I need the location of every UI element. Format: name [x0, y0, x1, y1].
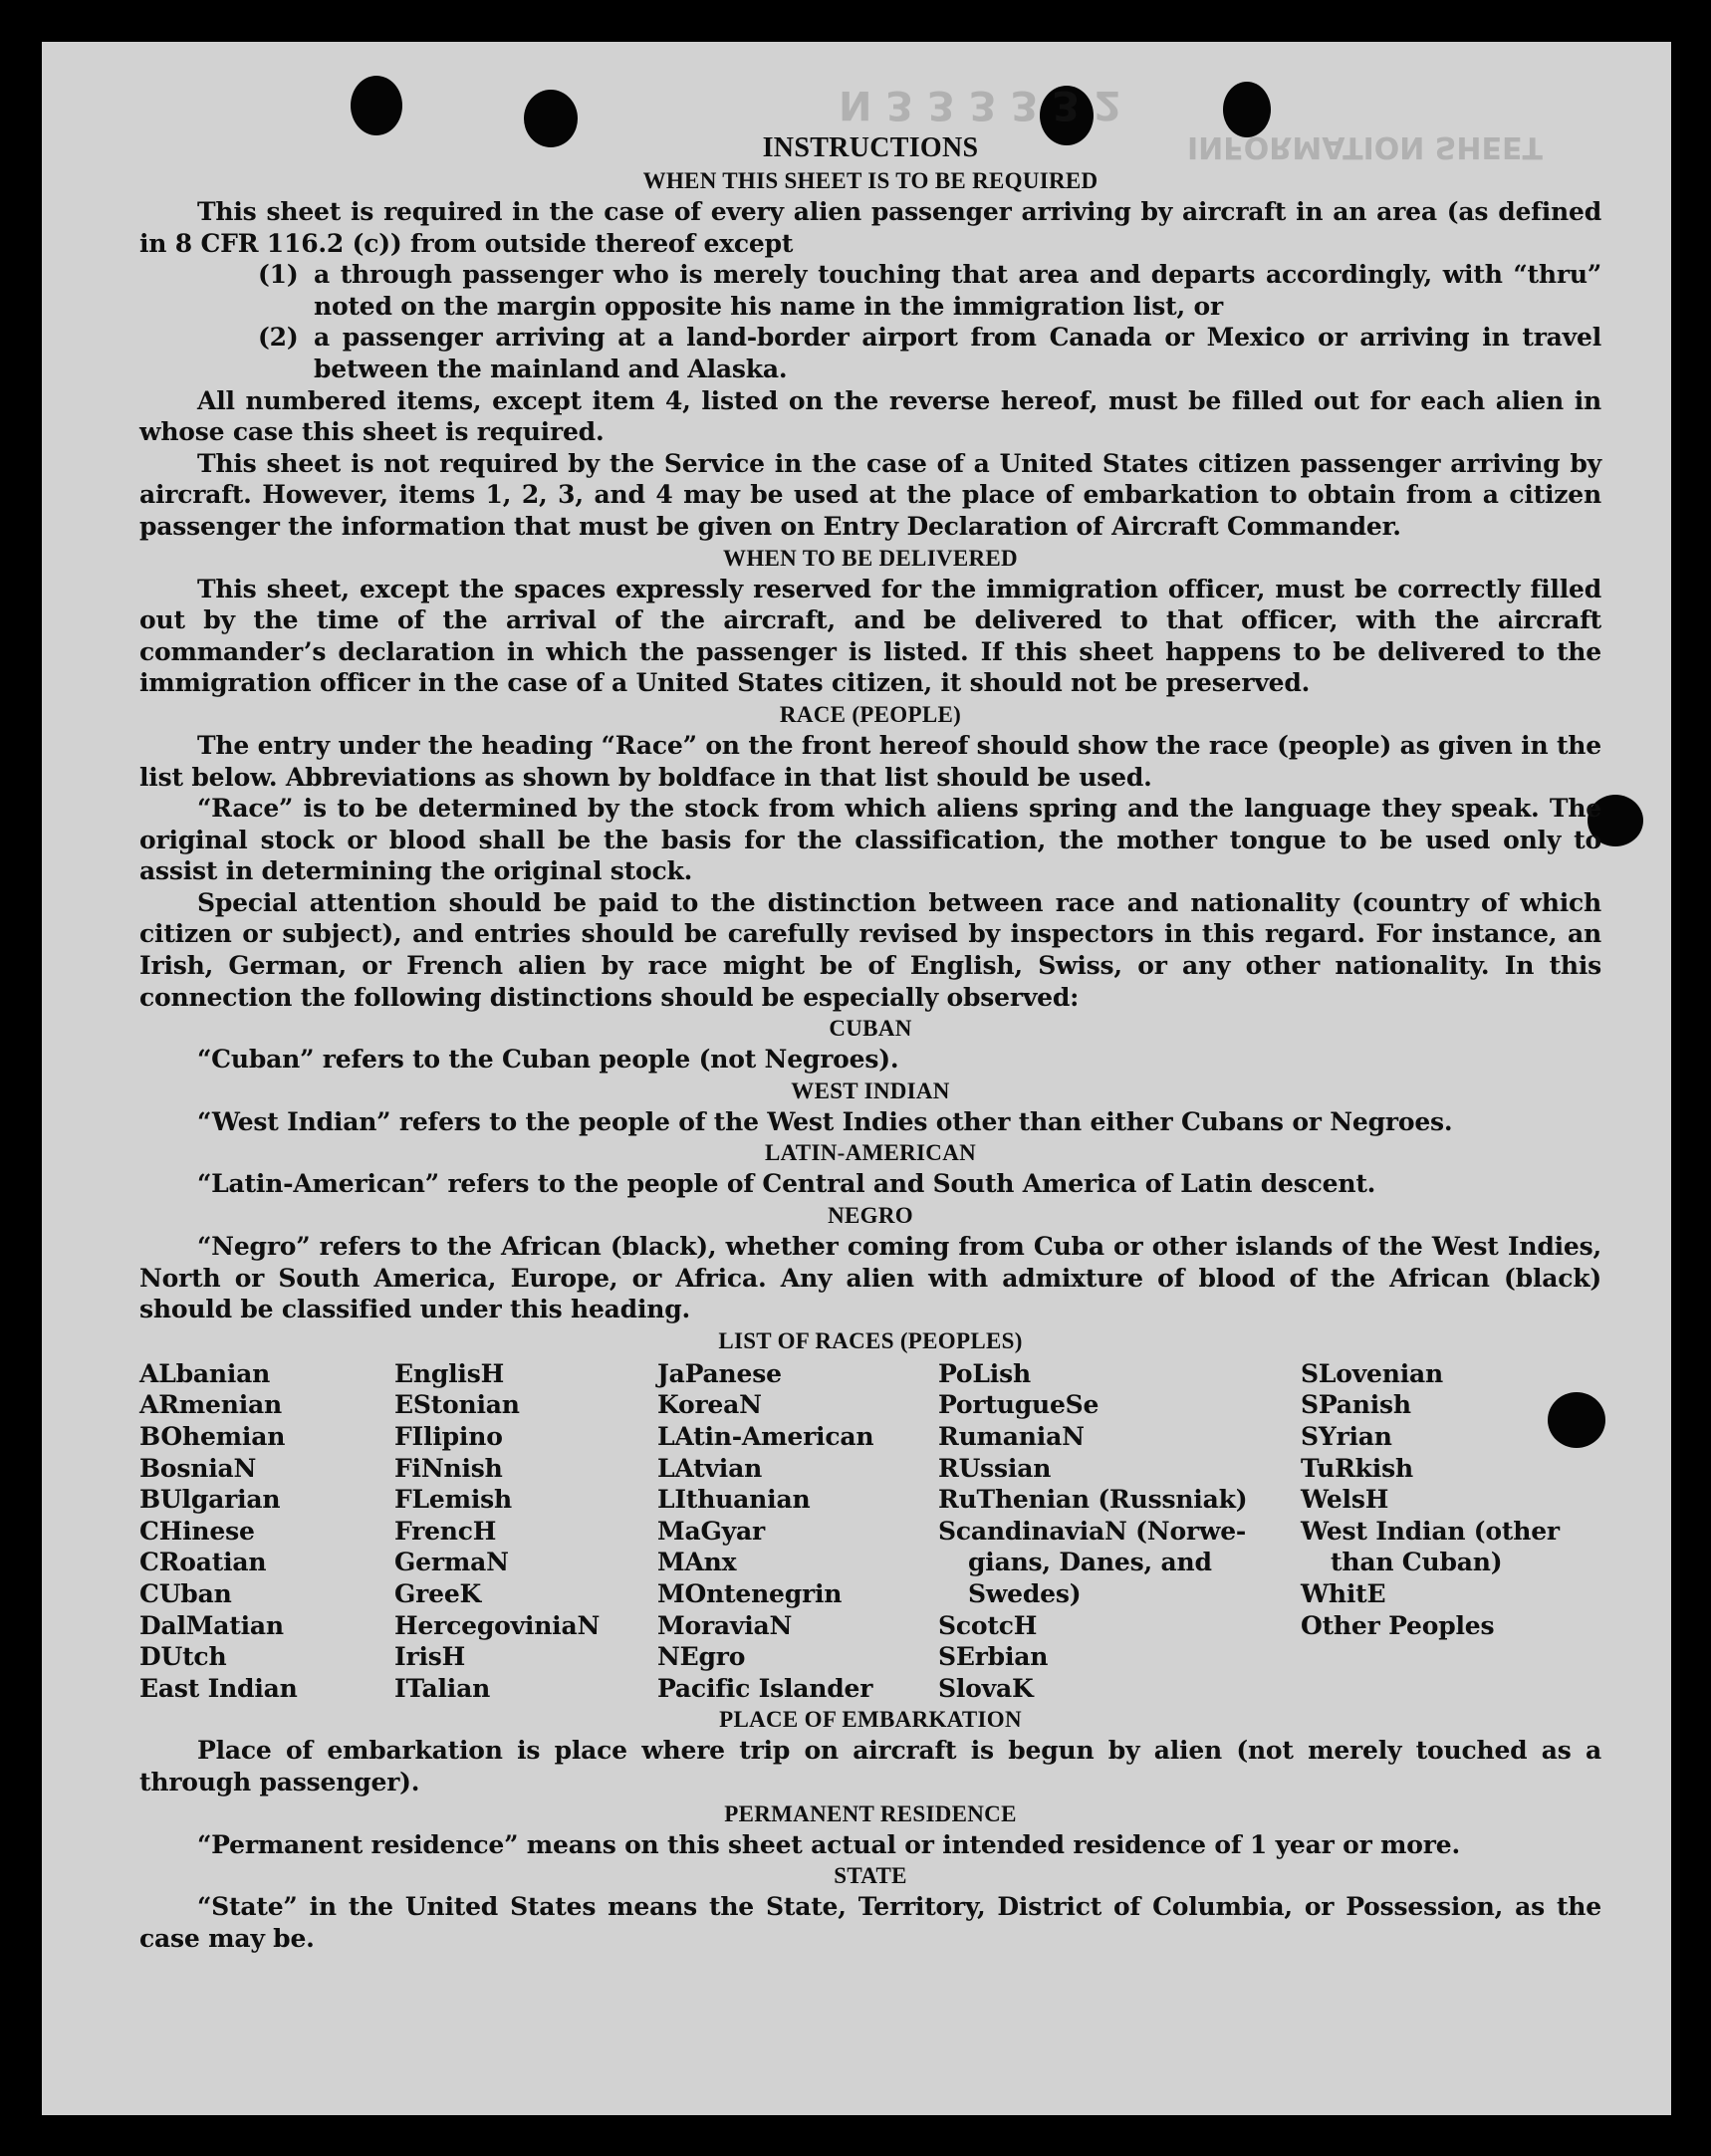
section-heading-negro: NEGRO — [828, 1203, 913, 1229]
race-item: WhitE — [1301, 1578, 1386, 1608]
race-item: BosniaN — [139, 1453, 257, 1483]
race-item: FIlipino — [394, 1422, 503, 1451]
race-item: EnglisH — [394, 1358, 505, 1388]
paragraph: This sheet, except the spaces expressly reserved for the immigration officer, must be correctly filled out by the time of the arrival of the aircraft, and be delivered to that officer, with the aircraft commander’s declaration in which the passenger is listed. If this sheet happens to be delivered to the immigration officer in the case of a United States citizen, it should not be preserved. — [139, 574, 1601, 698]
section-heading-state: STATE — [834, 1863, 907, 1889]
race-item-continued: than Cuban) — [1331, 1548, 1503, 1577]
races-column — [139, 1358, 394, 1705]
section-heading-when-delivered: WHEN TO BE DELIVERED — [723, 545, 1018, 571]
race-item: East Indian — [139, 1673, 298, 1703]
paragraph: “West Indian” refers to the people of the West Indies other than either Cubans or Negroes. — [197, 1106, 1453, 1136]
race-item: DUtch — [139, 1642, 227, 1672]
paragraph: “Permanent residence” means on this sheet actual or intended residence of 1 year or more. — [197, 1829, 1460, 1859]
paragraph: This sheet is required in the case of every alien passenger arriving by aircraft in an area (as defined in 8 CFR 116.2 (c)) from outside thereof except — [139, 197, 1601, 258]
race-item: KoreaN — [657, 1390, 762, 1420]
item-text: a through passenger who is merely touching that area and departs accordingly, with “thru” noted on the margin opposite his name in the immigration list, or — [314, 260, 1601, 321]
paragraph: “Negro” refers to the African (black), whether coming from Cuba or other islands of the West Indies, North or South America, Europe, or Africa. Any alien with admixture of blood of the African (black) should be classified under this heading. — [139, 1232, 1601, 1324]
race-item: WelsH — [1301, 1485, 1389, 1515]
race-item: ScandinaviaN (Norwe- — [938, 1516, 1247, 1546]
bleed-through: INFORMATION SHEET — [1187, 129, 1543, 164]
item-text: a passenger arriving at a land-border airport from Canada or Mexico or arriving in travel between the mainland and Alaska. — [314, 323, 1601, 383]
bleed-through: N 3 3 3 3 3 2 — [839, 82, 1122, 127]
section-heading-embarkation: PLACE OF EMBARKATION — [719, 1707, 1022, 1733]
paragraph: Special attention should be paid to the distinction between race and nationality (country of which citizen or subject), and entries should be carefully revised by inspectors in this regard. For instance, an Irish, German, or French alien by race might be of English, Swiss, or any other nationality. In this connection the following distinctions should be especially observed: — [139, 887, 1601, 1012]
race-item-continued: Swedes) — [968, 1578, 1082, 1608]
race-item: MOntenegrin — [657, 1578, 843, 1608]
paragraph: This sheet is not required by the Service in the case of a United States citizen passenger arriving by aircraft. However, items 1, 2, 3, and 4 may be used at the place of embarkation to obtain from a citizen passenger the information that must be given on Entry Declaration of Aircraft Commander. — [139, 448, 1601, 541]
paragraph: “Latin-American” refers to the people of Central and South America of Latin descent. — [197, 1169, 1376, 1199]
race-item: JaPanese — [657, 1358, 782, 1388]
race-item: GreeK — [394, 1578, 482, 1608]
race-item: SPanish — [1301, 1390, 1411, 1420]
race-item: LAtvian — [657, 1453, 763, 1483]
instructions-content — [139, 131, 1601, 1954]
race-item: SLovenian — [1301, 1358, 1443, 1388]
races-column — [657, 1358, 938, 1705]
races-column — [938, 1358, 1301, 1705]
race-item: IrisH — [394, 1642, 466, 1672]
section-heading-cuban: CUBAN — [829, 1016, 912, 1042]
race-item: MAnx — [657, 1548, 737, 1577]
item-number: (2) — [258, 323, 299, 353]
race-item: TuRkish — [1301, 1453, 1413, 1483]
race-item: BOhemian — [139, 1422, 286, 1451]
races-list — [139, 1358, 1601, 1705]
race-item: FrencH — [394, 1516, 497, 1546]
section-heading-race: RACE (PEOPLE) — [779, 701, 962, 727]
race-item: GermaN — [394, 1548, 509, 1577]
race-item: LAtin-American — [657, 1422, 874, 1451]
section-heading-residence: PERMANENT RESIDENCE — [724, 1800, 1017, 1826]
punch-hole — [351, 76, 402, 135]
paragraph: “Race” is to be determined by the stock from which aliens spring and the language they speak. The original stock or blood shall be the basis for the classification, the mother tongue to be used only to assist in determining the original stock. — [139, 794, 1601, 886]
race-item: DalMatian — [139, 1610, 284, 1640]
paragraph: Place of embarkation is place where trip on aircraft is begun by alien (not merely touched as a through passenger). — [139, 1736, 1601, 1797]
race-item: Other Peoples — [1301, 1610, 1495, 1640]
race-item: West Indian (other — [1301, 1516, 1560, 1546]
race-item: CHinese — [139, 1516, 255, 1546]
document-sheet — [42, 42, 1671, 2115]
race-item: SlovaK — [938, 1673, 1034, 1703]
race-item: RUssian — [938, 1453, 1052, 1483]
paragraph: “State” in the United States means the State, Territory, District of Columbia, or Possession, as the case may be. — [139, 1892, 1601, 1953]
race-item: SErbian — [938, 1642, 1049, 1672]
race-item: MaGyar — [657, 1516, 765, 1546]
race-item: FLemish — [394, 1485, 513, 1515]
section-heading-races-list: LIST OF RACES (PEOPLES) — [718, 1327, 1023, 1353]
page-title: INSTRUCTIONS — [762, 132, 979, 163]
item-number: (1) — [258, 260, 299, 290]
race-item: PortugueSe — [938, 1390, 1100, 1420]
race-item: Pacific Islander — [657, 1673, 873, 1703]
race-item: HercegoviniaN — [394, 1610, 601, 1640]
race-item: FiNnish — [394, 1453, 503, 1483]
race-item: EStonian — [394, 1390, 520, 1420]
race-item: PoLish — [938, 1358, 1031, 1388]
race-item: CUban — [139, 1578, 232, 1608]
paragraph: “Cuban” refers to the Cuban people (not Negroes). — [197, 1045, 899, 1075]
race-item: RumaniaN — [938, 1422, 1085, 1451]
races-column — [1301, 1358, 1599, 1705]
races-column — [394, 1358, 657, 1705]
race-item: LIthuanian — [657, 1485, 811, 1515]
paragraph: The entry under the heading “Race” on the front hereof should show the race (people) as given in the list below. Abbreviations as shown by boldface in that list should be used. — [139, 730, 1601, 792]
race-item-continued: gians, Danes, and — [968, 1548, 1212, 1577]
race-item: NEgro — [657, 1642, 746, 1672]
exception-item — [139, 322, 1601, 384]
section-heading-latin-american: LATIN-AMERICAN — [764, 1140, 977, 1166]
race-item: ARmenian — [139, 1390, 282, 1420]
race-item: RuThenian (Russniak) — [938, 1485, 1248, 1515]
race-item: MoraviaN — [657, 1610, 793, 1640]
race-item: ScotcH — [938, 1610, 1038, 1640]
paragraph: All numbered items, except item 4, listed on the reverse hereof, must be filled out for each alien in whose case this sheet is required. — [139, 385, 1601, 447]
race-item: ALbanian — [139, 1358, 271, 1388]
section-heading-when-required: WHEN THIS SHEET IS TO BE REQUIRED — [642, 168, 1099, 193]
race-item: SYrian — [1301, 1422, 1392, 1451]
race-item: ITalian — [394, 1673, 491, 1703]
exception-item — [139, 259, 1601, 322]
race-item: BUlgarian — [139, 1485, 281, 1515]
section-heading-west-indian: WEST INDIAN — [791, 1078, 950, 1103]
race-item: CRoatian — [139, 1548, 267, 1577]
